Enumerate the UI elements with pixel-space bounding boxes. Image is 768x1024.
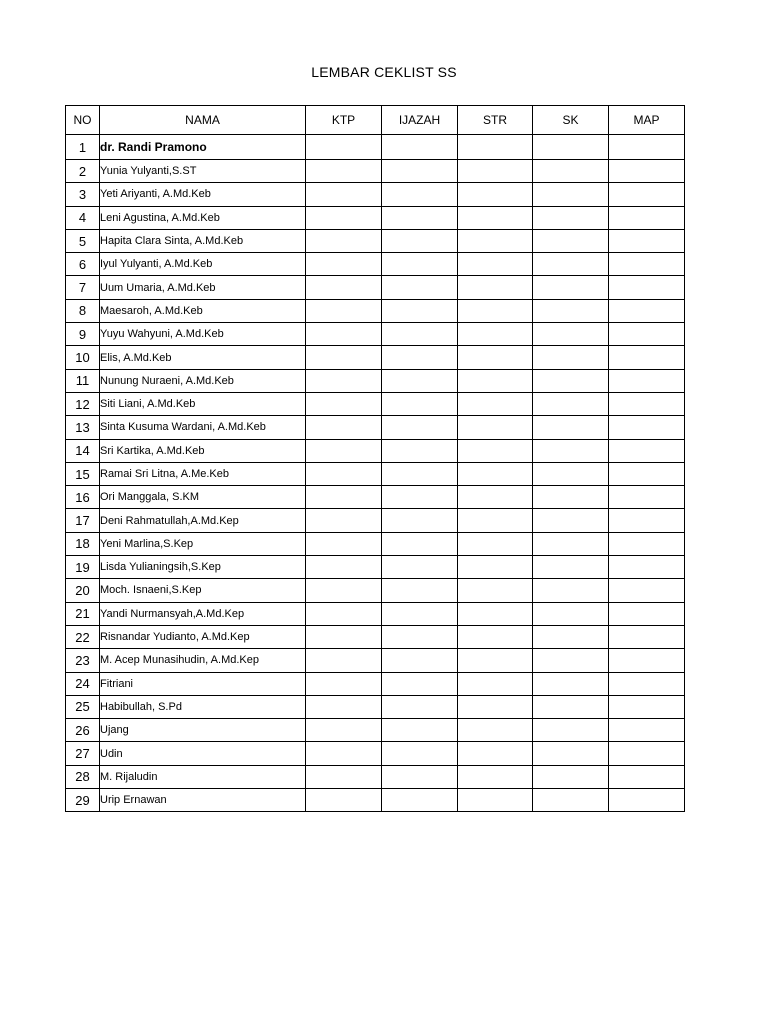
- check-cell-map: [609, 719, 685, 742]
- table-row: [66, 695, 685, 718]
- row-number: 24: [66, 672, 100, 695]
- table-row: [66, 462, 685, 485]
- table-row: [66, 229, 685, 252]
- row-number: 25: [66, 695, 100, 718]
- check-cell-ijazah: [382, 602, 458, 625]
- row-number: 2: [66, 160, 100, 183]
- check-cell-map: [609, 323, 685, 346]
- check-cell-sk: [533, 135, 609, 160]
- document-title: LEMBAR CEKLIST SS: [311, 64, 457, 80]
- check-cell-sk: [533, 742, 609, 765]
- check-cell-ktp: [306, 672, 382, 695]
- check-cell-ijazah: [382, 765, 458, 788]
- table-row: [66, 299, 685, 322]
- check-cell-str: [458, 509, 533, 532]
- row-number: 19: [66, 556, 100, 579]
- check-cell-sk: [533, 556, 609, 579]
- check-cell-str: [458, 625, 533, 648]
- row-number: 16: [66, 486, 100, 509]
- check-cell-map: [609, 695, 685, 718]
- row-name: Yandi Nurmansyah,A.Md.Kep: [100, 602, 306, 625]
- check-cell-str: [458, 276, 533, 299]
- row-name: Deni Rahmatullah,A.Md.Kep: [100, 509, 306, 532]
- check-cell-str: [458, 183, 533, 206]
- check-cell-ktp: [306, 135, 382, 160]
- row-name: Lisda Yulianingsih,S.Kep: [100, 556, 306, 579]
- row-number: 6: [66, 253, 100, 276]
- check-cell-sk: [533, 323, 609, 346]
- check-cell-str: [458, 789, 533, 812]
- check-cell-str: [458, 462, 533, 485]
- check-cell-ijazah: [382, 229, 458, 252]
- check-cell-ijazah: [382, 579, 458, 602]
- check-cell-map: [609, 579, 685, 602]
- check-cell-ktp: [306, 183, 382, 206]
- check-cell-ijazah: [382, 532, 458, 555]
- check-cell-ijazah: [382, 369, 458, 392]
- row-number: 26: [66, 719, 100, 742]
- check-cell-str: [458, 579, 533, 602]
- check-cell-ijazah: [382, 206, 458, 229]
- check-cell-ijazah: [382, 323, 458, 346]
- check-cell-map: [609, 765, 685, 788]
- check-cell-ijazah: [382, 416, 458, 439]
- check-cell-str: [458, 392, 533, 415]
- check-cell-map: [609, 392, 685, 415]
- check-cell-map: [609, 556, 685, 579]
- check-cell-sk: [533, 579, 609, 602]
- column-header-str: STR: [458, 106, 533, 135]
- column-header-ktp: KTP: [306, 106, 382, 135]
- row-number: 21: [66, 602, 100, 625]
- row-name: Ori Manggala, S.KM: [100, 486, 306, 509]
- check-cell-ijazah: [382, 486, 458, 509]
- check-cell-str: [458, 719, 533, 742]
- row-name: Elis, A.Md.Keb: [100, 346, 306, 369]
- row-name: M. Acep Munasihudin, A.Md.Kep: [100, 649, 306, 672]
- row-name: Leni Agustina, A.Md.Keb: [100, 206, 306, 229]
- row-name: Urip Ernawan: [100, 789, 306, 812]
- row-name: Yeni Marlina,S.Kep: [100, 532, 306, 555]
- row-number: 15: [66, 462, 100, 485]
- table-row: [66, 602, 685, 625]
- check-cell-sk: [533, 183, 609, 206]
- row-number: 3: [66, 183, 100, 206]
- check-cell-ijazah: [382, 160, 458, 183]
- check-cell-str: [458, 765, 533, 788]
- table-row: [66, 579, 685, 602]
- check-cell-map: [609, 160, 685, 183]
- check-cell-str: [458, 160, 533, 183]
- check-cell-sk: [533, 625, 609, 648]
- column-header-nama: NAMA: [100, 106, 306, 135]
- check-cell-str: [458, 369, 533, 392]
- table-row: [66, 509, 685, 532]
- check-cell-sk: [533, 649, 609, 672]
- row-name: Ujang: [100, 719, 306, 742]
- check-cell-str: [458, 229, 533, 252]
- check-cell-ijazah: [382, 346, 458, 369]
- check-cell-sk: [533, 486, 609, 509]
- table-row: [66, 253, 685, 276]
- check-cell-ktp: [306, 229, 382, 252]
- row-name: Hapita Clara Sinta, A.Md.Keb: [100, 229, 306, 252]
- row-name: Yunia Yulyanti,S.ST: [100, 160, 306, 183]
- table-row: [66, 765, 685, 788]
- table-row: [66, 160, 685, 183]
- row-number: 11: [66, 369, 100, 392]
- check-cell-sk: [533, 392, 609, 415]
- check-cell-ijazah: [382, 625, 458, 648]
- check-cell-map: [609, 206, 685, 229]
- check-cell-ktp: [306, 416, 382, 439]
- check-cell-sk: [533, 789, 609, 812]
- check-cell-ijazah: [382, 649, 458, 672]
- row-name: Uum Umaria, A.Md.Keb: [100, 276, 306, 299]
- check-cell-str: [458, 556, 533, 579]
- row-name: Sri Kartika, A.Md.Keb: [100, 439, 306, 462]
- check-cell-sk: [533, 439, 609, 462]
- check-cell-sk: [533, 602, 609, 625]
- row-number: 1: [66, 135, 100, 160]
- check-cell-ktp: [306, 206, 382, 229]
- row-name: Nunung Nuraeni, A.Md.Keb: [100, 369, 306, 392]
- check-cell-ijazah: [382, 392, 458, 415]
- check-cell-ktp: [306, 649, 382, 672]
- check-cell-sk: [533, 765, 609, 788]
- check-cell-map: [609, 625, 685, 648]
- check-cell-map: [609, 369, 685, 392]
- row-number: 20: [66, 579, 100, 602]
- check-cell-str: [458, 323, 533, 346]
- table-row: [66, 276, 685, 299]
- check-cell-ijazah: [382, 789, 458, 812]
- check-cell-ktp: [306, 719, 382, 742]
- check-cell-sk: [533, 206, 609, 229]
- check-cell-str: [458, 742, 533, 765]
- check-cell-map: [609, 509, 685, 532]
- check-cell-str: [458, 299, 533, 322]
- row-name: Udin: [100, 742, 306, 765]
- check-cell-ktp: [306, 369, 382, 392]
- column-header-sk: SK: [533, 106, 609, 135]
- check-cell-map: [609, 135, 685, 160]
- table-row: [66, 346, 685, 369]
- check-cell-sk: [533, 346, 609, 369]
- table-row: [66, 206, 685, 229]
- row-number: 9: [66, 323, 100, 346]
- table-row: [66, 556, 685, 579]
- check-cell-ktp: [306, 276, 382, 299]
- row-number: 28: [66, 765, 100, 788]
- check-cell-map: [609, 253, 685, 276]
- table-row: [66, 486, 685, 509]
- row-name: Ramai Sri Litna, A.Me.Keb: [100, 462, 306, 485]
- check-cell-map: [609, 649, 685, 672]
- check-cell-ktp: [306, 439, 382, 462]
- row-name: Fitriani: [100, 672, 306, 695]
- table-row: [66, 532, 685, 555]
- check-cell-ktp: [306, 299, 382, 322]
- column-header-no: NO: [66, 106, 100, 135]
- check-cell-str: [458, 602, 533, 625]
- row-name: M. Rijaludin: [100, 765, 306, 788]
- check-cell-sk: [533, 416, 609, 439]
- check-cell-ktp: [306, 323, 382, 346]
- check-cell-map: [609, 416, 685, 439]
- row-number: 29: [66, 789, 100, 812]
- check-cell-sk: [533, 229, 609, 252]
- check-cell-map: [609, 439, 685, 462]
- check-cell-str: [458, 439, 533, 462]
- column-header-map: MAP: [609, 106, 685, 135]
- check-cell-ijazah: [382, 135, 458, 160]
- check-cell-str: [458, 532, 533, 555]
- check-cell-ijazah: [382, 276, 458, 299]
- row-name: Moch. Isnaeni,S.Kep: [100, 579, 306, 602]
- check-cell-sk: [533, 462, 609, 485]
- row-number: 27: [66, 742, 100, 765]
- check-cell-ktp: [306, 532, 382, 555]
- row-number: 18: [66, 532, 100, 555]
- check-cell-ktp: [306, 625, 382, 648]
- check-cell-ktp: [306, 579, 382, 602]
- row-number: 23: [66, 649, 100, 672]
- check-cell-sk: [533, 160, 609, 183]
- table-body: [66, 135, 685, 812]
- check-cell-ijazah: [382, 299, 458, 322]
- check-cell-ktp: [306, 392, 382, 415]
- check-cell-ktp: [306, 253, 382, 276]
- check-cell-map: [609, 183, 685, 206]
- check-cell-str: [458, 206, 533, 229]
- table-row: [66, 625, 685, 648]
- row-number: 10: [66, 346, 100, 369]
- check-cell-map: [609, 672, 685, 695]
- check-cell-sk: [533, 532, 609, 555]
- check-cell-ijazah: [382, 556, 458, 579]
- check-cell-ijazah: [382, 742, 458, 765]
- check-cell-ijazah: [382, 509, 458, 532]
- check-cell-str: [458, 486, 533, 509]
- check-cell-ijazah: [382, 672, 458, 695]
- check-cell-map: [609, 346, 685, 369]
- table-row: [66, 135, 685, 160]
- row-name: dr. Randi Pramono: [100, 135, 306, 160]
- column-header-ijazah: IJAZAH: [382, 106, 458, 135]
- check-cell-ktp: [306, 602, 382, 625]
- check-cell-str: [458, 135, 533, 160]
- table-row: [66, 719, 685, 742]
- row-number: 4: [66, 206, 100, 229]
- check-cell-map: [609, 462, 685, 485]
- row-number: 7: [66, 276, 100, 299]
- row-name: Yuyu Wahyuni, A.Md.Keb: [100, 323, 306, 346]
- check-cell-str: [458, 253, 533, 276]
- check-cell-map: [609, 299, 685, 322]
- table-row: [66, 392, 685, 415]
- row-name: Maesaroh, A.Md.Keb: [100, 299, 306, 322]
- table-row: [66, 789, 685, 812]
- check-cell-ktp: [306, 789, 382, 812]
- check-cell-ijazah: [382, 439, 458, 462]
- check-cell-str: [458, 672, 533, 695]
- check-cell-sk: [533, 276, 609, 299]
- check-cell-ktp: [306, 462, 382, 485]
- check-cell-map: [609, 532, 685, 555]
- check-cell-ktp: [306, 346, 382, 369]
- check-cell-ktp: [306, 742, 382, 765]
- row-number: 8: [66, 299, 100, 322]
- checklist-table: [65, 105, 685, 812]
- check-cell-sk: [533, 672, 609, 695]
- row-name: Habibullah, S.Pd: [100, 695, 306, 718]
- check-cell-str: [458, 649, 533, 672]
- table-row: [66, 672, 685, 695]
- check-cell-str: [458, 346, 533, 369]
- check-cell-str: [458, 416, 533, 439]
- table-row: [66, 649, 685, 672]
- check-cell-ktp: [306, 486, 382, 509]
- check-cell-map: [609, 602, 685, 625]
- table-row: [66, 183, 685, 206]
- row-number: 13: [66, 416, 100, 439]
- check-cell-sk: [533, 299, 609, 322]
- row-number: 17: [66, 509, 100, 532]
- table-row: [66, 416, 685, 439]
- row-name: Siti Liani, A.Md.Keb: [100, 392, 306, 415]
- check-cell-ktp: [306, 765, 382, 788]
- check-cell-ijazah: [382, 253, 458, 276]
- check-cell-map: [609, 742, 685, 765]
- header-row: [66, 106, 685, 135]
- row-number: 12: [66, 392, 100, 415]
- check-cell-ijazah: [382, 695, 458, 718]
- check-cell-ktp: [306, 509, 382, 532]
- check-cell-ktp: [306, 556, 382, 579]
- check-cell-sk: [533, 719, 609, 742]
- check-cell-str: [458, 695, 533, 718]
- row-number: 22: [66, 625, 100, 648]
- row-name: Yeti Ariyanti, A.Md.Keb: [100, 183, 306, 206]
- check-cell-sk: [533, 369, 609, 392]
- table-row: [66, 439, 685, 462]
- row-name: Risnandar Yudianto, A.Md.Kep: [100, 625, 306, 648]
- check-cell-map: [609, 276, 685, 299]
- check-cell-ijazah: [382, 719, 458, 742]
- check-cell-sk: [533, 253, 609, 276]
- table-row: [66, 369, 685, 392]
- check-cell-ijazah: [382, 462, 458, 485]
- check-cell-ktp: [306, 695, 382, 718]
- check-cell-ktp: [306, 160, 382, 183]
- check-cell-map: [609, 789, 685, 812]
- row-number: 14: [66, 439, 100, 462]
- check-cell-ijazah: [382, 183, 458, 206]
- row-name: Sinta Kusuma Wardani, A.Md.Keb: [100, 416, 306, 439]
- table-row: [66, 742, 685, 765]
- row-name: Iyul Yulyanti, A.Md.Keb: [100, 253, 306, 276]
- table-row: [66, 323, 685, 346]
- check-cell-sk: [533, 509, 609, 532]
- row-number: 5: [66, 229, 100, 252]
- check-cell-map: [609, 229, 685, 252]
- check-cell-map: [609, 486, 685, 509]
- check-cell-sk: [533, 695, 609, 718]
